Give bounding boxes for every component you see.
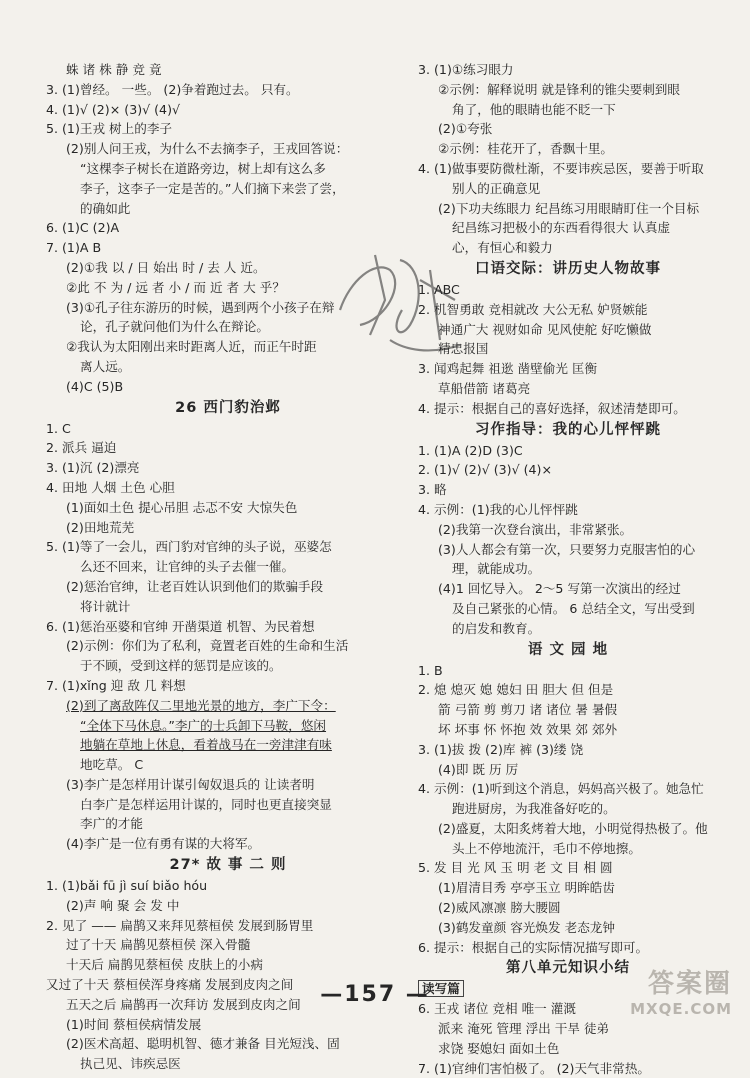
answer-line: (4)即 既 历 厉: [438, 761, 519, 777]
answer-line: (1)时间 蔡桓侯病情发展: [66, 1016, 202, 1032]
page-number: —157 —: [320, 982, 430, 1007]
answer-line: 7. (1)A B: [46, 240, 102, 256]
answer-line: 别人的正确意见: [452, 180, 541, 196]
left-column: [46, 60, 410, 1074]
answer-line: 箭 弓箭 剪 剪刀 诸 诸位 暑 暑假: [438, 702, 618, 718]
answer-line: 4. 示例：(1)听到这个消息，妈妈高兴极了。她急忙: [418, 781, 704, 797]
answer-line: (3)人人都会有第一次，只要努力克服害怕的心: [438, 541, 696, 557]
answer-line: (2)医术高超、聪明机智、德才兼备 目光短浅、固: [66, 1036, 340, 1052]
answer-line: “这棵李子树长在道路旁边，树上却有这么多: [80, 160, 326, 176]
answer-line: 2. 熄 熄灭 媳 媳妇 田 胆大 但 但是: [418, 682, 614, 698]
answer-line: 5. (1)王戎 树上的李子: [46, 121, 173, 137]
answer-line: (3)①孔子往东游历的时候，遇到两个小孩子在辩: [66, 299, 335, 315]
answer-line: 过了十天 扁鹊见蔡桓侯 深入骨髓: [66, 937, 251, 953]
answer-line: (2)威风凛凛 膀大腰圆: [438, 900, 561, 916]
answer-line: (4)1 回忆导入。 2～5 写第一次演出的经过: [438, 581, 681, 597]
answer-line: 7. (1)xǐng 迎 敌 几 料想: [46, 677, 186, 693]
answer-line: 十天后 扁鹊见蔡桓侯 皮肤上的小病: [66, 957, 263, 973]
answer-line: (2)田地荒芜: [66, 519, 135, 535]
answer-line: 1. (1)bǎi fū jì suí biǎo hóu: [46, 878, 208, 894]
answer-line: 论，孔子就问他们为什么在辩论。: [80, 319, 269, 335]
answer-line: (3)鹤发童颜 容光焕发 老态龙钟: [438, 919, 615, 935]
answer-line: 离人远。: [80, 358, 131, 374]
answer-line: 精忠报国: [438, 341, 489, 357]
answer-line: (4)C (5)B: [66, 378, 124, 394]
answer-line: 6. 王戎 诸位 竞相 唯一 灌溉: [418, 1001, 576, 1017]
answer-line: 李广的才能: [80, 816, 143, 832]
answer-line: 的确如此: [80, 200, 131, 216]
answer-line: 5. 发 目 光 风 玉 明 老 文 目 相 圆: [418, 860, 613, 876]
section-heading: 口语交际：讲历史人物故事: [475, 260, 661, 277]
answer-line: 求饶 娶媳妇 面如土色: [438, 1040, 560, 1056]
answer-line: 1. (1)A (2)D (3)C: [418, 442, 523, 458]
answer-line: 2. (1)√ (2)√ (3)√ (4)×: [418, 462, 553, 478]
answer-line: 6. 提示：根据自己的实际情况描写即可。: [418, 939, 649, 955]
watermark-logo: [630, 963, 732, 1018]
answer-line: ②示例：解释说明 就是锋利的锥尖要刺到眼: [438, 81, 680, 97]
answer-line: 李子，这李子一定是苦的。”人们摘下来尝了尝，: [80, 180, 345, 196]
answer-line: ②示例：桂花开了，香飘十里。: [438, 141, 614, 157]
answer-line: 又过了十天 蔡桓侯浑身疼痛 发展到皮肉之间: [46, 977, 294, 993]
answer-line: 1. B: [418, 662, 443, 678]
answer-line: (2)①我 以 / 日 始出 时 / 去 人 近。: [66, 259, 266, 275]
answer-line: 执己见、讳疾忌医: [80, 1056, 181, 1072]
answer-line: 白李广是怎样运用计谋的，同时也更直接突显: [80, 796, 332, 812]
answer-line: 神通广大 视财如命 见风使舵 好吃懒做: [438, 321, 652, 337]
answer-line: (2)下功夫练眼力 纪昌练习用眼睛盯住一个目标: [438, 200, 700, 216]
answer-line: 5. (1)等了一会儿，西门豹对官绅的头子说，巫婆怎: [46, 539, 332, 555]
answer-line: (3)李广是怎样用计谋引匈奴退兵的 让读者明: [66, 776, 315, 792]
answer-line: 1. C: [46, 420, 71, 436]
answer-line: 6. (1)C (2)A: [46, 220, 120, 236]
answer-line: 3. (1)①练习眼力: [418, 62, 514, 77]
section-heading: 27* 故 事 二 则: [169, 857, 287, 874]
stamp-graphic: [330, 240, 470, 370]
section-heading: 习作指导：我的心儿怦怦跳: [475, 421, 661, 438]
section-heading: 26 西门豹治邺: [175, 399, 281, 416]
answer-line: “全体下马休息。”李广的士兵卸下马鞍，悠闲: [80, 717, 327, 733]
answer-line: 么还不回来，让官绅的头子去催一催。: [80, 559, 295, 575]
watermark-title: 答案圈: [647, 969, 732, 999]
answer-line: (1)面如土色 提心吊胆 忐忑不安 大惊失色: [66, 499, 298, 515]
section-heading: 第八单元知识小结: [506, 960, 630, 977]
answer-line: 4. 示例：(1)我的心儿怦怦跳: [418, 501, 578, 517]
answer-line: 2. 见了 —— 扁鹊又来拜见蔡桓侯 发展到肠胃里: [46, 917, 314, 933]
answer-line: 2. 派兵 逼迫: [46, 440, 117, 456]
answer-line: 跑进厨房，为我准备好吃的。: [452, 801, 616, 817]
answer-line: 派来 淹死 管理 浮出 干旱 徒弟: [438, 1021, 610, 1037]
answer-line: 角了，他的眼睛也能不眨一下: [452, 101, 616, 117]
answer-line: 坏 坏事 怀 怀抱 效 效果 郊 郊外: [438, 721, 618, 737]
answer-line: (2)盛夏，太阳炙烤着大地，小明觉得热极了。他: [438, 820, 708, 836]
answer-line: (2)①夸张: [438, 121, 493, 137]
answer-line: 蛛 诸 株 静 竞 竟: [66, 62, 162, 77]
answer-line: (2)我第一次登台演出，非常紧张。: [438, 521, 633, 537]
answer-line: 3. 闻鸡起舞 祖逖 凿壁偷光 匡衡: [418, 361, 598, 377]
answer-line: 及自己紧张的心情。 6 总结全文，写出受到: [452, 600, 695, 616]
answer-line: 4. 田地 人烟 土色 心胆: [46, 479, 175, 495]
answer-line: 3. (1)拔 拨 (2)库 裤 (3)缕 饶: [418, 741, 584, 757]
answer-line: 1. ABC: [418, 281, 460, 297]
answer-line: 4. 提示：根据自己的喜好选择，叙述清楚即可。: [418, 400, 686, 416]
answer-line: 2. 机智勇敢 竞相就改 大公无私 妒贤嫉能: [418, 301, 648, 317]
answer-line: (2)到了离敌阵仅二里地光景的地方，李广下令：: [66, 697, 336, 713]
answer-line: (1)眉清目秀 亭亭玉立 明眸皓齿: [438, 880, 615, 896]
answer-line: 心，有恒心和毅力: [452, 240, 553, 256]
answer-line: 7. (1)官绅们害怕极了。 (2)天气非常热。: [418, 1060, 651, 1076]
answer-line: 3. 略: [418, 482, 447, 498]
answer-line: (2)示例：你们为了私利，竟置老百姓的生命和生活: [66, 638, 349, 654]
answer-line: 3. (1)沉 (2)漂亮: [46, 460, 140, 476]
answer-line: 头上不停地流汗，毛巾不停地擦。: [452, 840, 641, 856]
answer-line: (2)惩治官绅，让老百姓认识到他们的欺骗手段: [66, 578, 324, 594]
answer-line: 五天之后 扁鹊再一次拜访 发展到皮肉之间: [66, 996, 301, 1012]
right-column: [418, 60, 718, 1078]
answer-line: ②此 不 为 / 远 者 小 / 而 近 者 大 乎？: [66, 279, 285, 295]
answer-line: 理，就能成功。: [452, 561, 541, 577]
answer-line: 于不顾，受到这样的惩罚是应该的。: [80, 658, 282, 674]
section-heading: 语 文 园 地: [527, 641, 609, 658]
watermark-url: MXQE.COM: [630, 1000, 732, 1018]
answer-line: 纪昌练习把极小的东西看得很大 认真虚: [452, 220, 671, 236]
answer-line: 草船借箭 诸葛亮: [438, 380, 531, 396]
answer-line: (2)声 响 聚 会 发 中: [66, 897, 180, 913]
answer-line: ②我认为太阳刚出来时距离人近，而正午时距: [66, 339, 317, 355]
answer-line: (2)别人问王戎，为什么不去摘李子，王戎回答说：: [66, 141, 349, 157]
answer-line: 将计就计: [80, 598, 131, 614]
answer-line: 的启发和教育。: [452, 620, 541, 636]
answer-line: (4)李广是一位有勇有谋的大将军。: [66, 836, 261, 852]
answer-line: 4. (1)做事要防微杜渐，不要讳疾忌医，要善于听取: [418, 160, 704, 176]
answer-line: 地躺在草地上休息，看着战马在一旁津津有味: [80, 737, 332, 753]
section-tag: 读写篇: [418, 980, 464, 997]
answer-line: 3. (1)曾经。 一些。 (2)争着跑过去。 只有。: [46, 81, 299, 97]
answer-line: 地吃草。 C: [80, 757, 144, 773]
answer-line: 4. (1)√ (2)× (3)√ (4)√: [46, 101, 181, 117]
answer-line: 6. (1)惩治巫婆和官绅 开凿渠道 机智、为民着想: [46, 618, 315, 634]
